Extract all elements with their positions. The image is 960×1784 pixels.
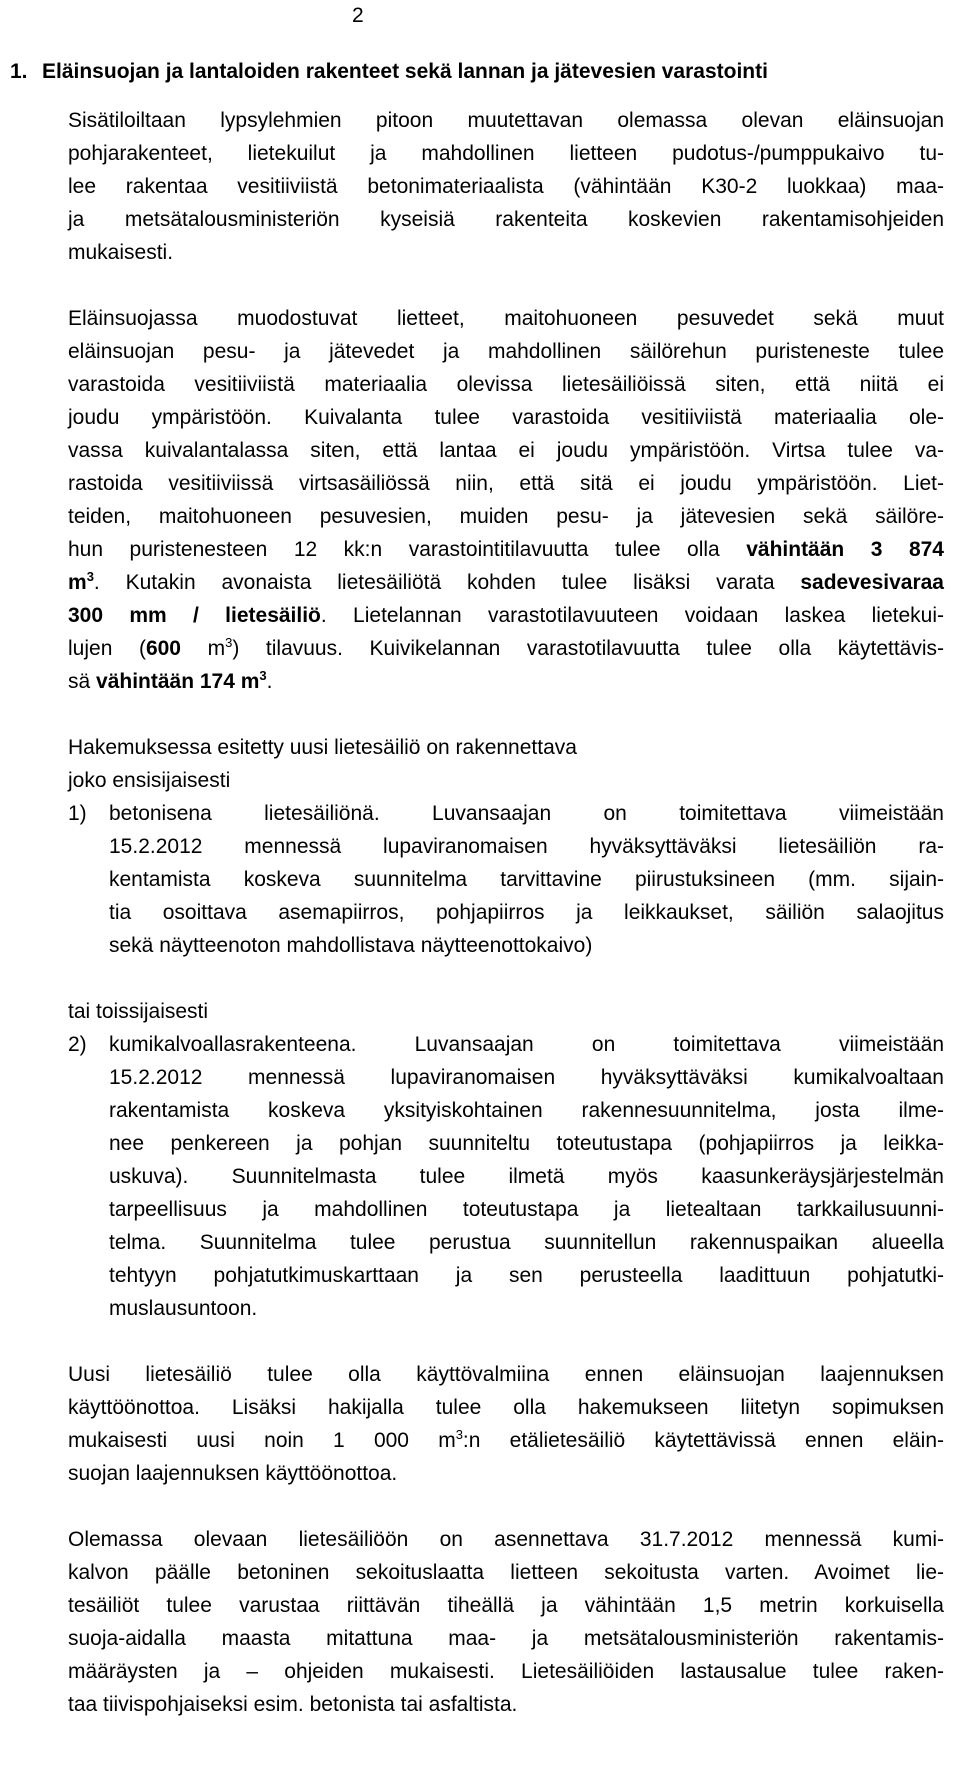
text-line: tesäiliöt tulee varustaa riittävän tiheällä ja vähintään 1,5 metrin korkuisella	[68, 1594, 944, 1617]
text-line: uskuva). Suunnitelmasta tulee ilmetä myös kaasunkeräysjärjestelmän	[109, 1165, 944, 1188]
text-line: Hakemuksessa esitetty uusi lietesäiliö on rakennettava	[68, 736, 577, 759]
text-line: 15.2.2012 mennessä lupaviranomaisen hyväksyttäväksi lietesäiliön ra-	[109, 835, 944, 858]
text-line: lujen (600 $m^3$) tilavuus. Kuivikelannan varastotilavuutta tulee olla käytettävis-	[68, 635, 945, 660]
list-item-option-2	[68, 1028, 944, 1325]
text-line: tai toissijaisesti	[68, 1000, 209, 1023]
text-line: rastoida vesitiiviissä virtsasäiliössä niin, että sitä ei joudu ympäristöön. Liet-	[68, 472, 944, 495]
text-line: nee penkereen ja pohjan suunniteltu toteutustapa (pohjapiirros ja leikka-	[109, 1132, 944, 1155]
text-line: varastoida vesitiiviistä materiaalia olevissa lietesäiliöissä siten, että niitä ei	[68, 373, 944, 396]
paragraph-foundations	[68, 104, 944, 269]
text-line: mukaisesti uusi noin 1 000 $m^3:n$ etälietesäiliö käytettävissä ennen eläin-	[68, 1427, 944, 1452]
text-line: tehtyyn pohjatutkimuskarttaan ja sen perusteella laadittuun pohjatutki-	[109, 1264, 944, 1287]
text-line: mukaisesti.	[68, 241, 174, 264]
text-line: käyttöönottoa. Lisäksi hakijalla tulee olla hakemukseen liitetyn sopimuksen	[68, 1396, 944, 1419]
list-marker: 1)	[68, 802, 87, 825]
text-line: kalvon päälle betoninen sekoituslaatta lietteen sekoitusta varten. Avoimet lie-	[68, 1561, 944, 1584]
text-line: sekä näytteenoton mahdollistava näytteenottokaivo)	[109, 934, 593, 957]
paragraph-storage	[68, 302, 944, 698]
text-line: betonisena lietesäiliönä. Luvansaajan on toimitettava viimeistään	[109, 802, 944, 825]
text-line: tia osoittava asemapiirros, pohjapiirros ja leikkaukset, säiliön salaojitus	[109, 901, 944, 924]
text-line: Eläinsuojassa muodostuvat lietteet, maitohuoneen pesuvedet sekä muut	[68, 307, 944, 330]
text-line: 300 mm / lietesäiliö. Lietelannan varastotilavuuteen voidaan laskea lietekui-	[68, 604, 944, 627]
text-line: pohjarakenteet, lietekuilut ja mahdollinen lietteen pudotus-/pumppukaivo tu-	[68, 142, 944, 165]
rain-reserve: sadevesivaraa	[800, 571, 944, 594]
text-line: joko ensisijaisesti	[68, 769, 231, 792]
text-line: lee rakentaa vesitiiviistä betonimateriaalista (vähintään K30-2 luokkaa) maa-	[68, 175, 944, 198]
text-line: $m^3$. Kutakin avonaista lietesäiliötä kohden tulee lisäksi varata sadevesivaraa	[68, 569, 944, 594]
required-volume: vähintään 3 874	[746, 538, 944, 561]
section-number: 1.	[10, 60, 28, 83]
page-number: 2	[352, 4, 364, 27]
document-body	[68, 104, 944, 1721]
section-heading	[10, 60, 940, 84]
text-line: muslausuntoon.	[109, 1297, 258, 1320]
paragraph-readiness	[68, 1358, 944, 1490]
text-line: Uusi lietesäiliö tulee olla käyttövalmiina ennen eläinsuojan laajennuksen	[68, 1363, 944, 1386]
text-line: Olemassa olevaan lietesäiliöön on asennettava 31.7.2012 mennessä kumi-	[68, 1528, 944, 1551]
text-line: teiden, maitohuoneen pesuvesien, muiden pesu- ja jätevesien sekä säilöre-	[68, 505, 944, 528]
text-line: eläinsuojan pesu- ja jätevedet ja mahdollinen säilörehun puristeneste tulee	[68, 340, 944, 363]
section-title: Eläinsuojan ja lantaloiden rakenteet sekä lannan ja jätevesien varastointi	[42, 60, 768, 83]
text-line: kumikalvoallasrakenteena. Luvansaajan on toimitettava viimeistään	[109, 1033, 944, 1056]
text-line: kentamista koskeva suunnitelma tarvittavine piirustuksineen (mm. sijain-	[109, 868, 944, 891]
text-line: hun puristenesteen 12 kk:n varastointitilavuutta tulee olla vähintään 3 874	[68, 538, 944, 561]
text-line: suojan laajennuksen käyttöönottoa.	[68, 1462, 398, 1485]
text-line: telma. Suunnitelma tulee perustua suunnitellun rakennuspaikan alueella	[109, 1231, 944, 1254]
paragraph-existing-tank	[68, 1523, 944, 1721]
text-line: 15.2.2012 mennessä lupaviranomaisen hyväksyttäväksi kumikalvoaltaan	[109, 1066, 944, 1089]
text-line: tarpeellisuus ja mahdollinen toteutustapa ja lietealtaan tarkkailusuunni-	[109, 1198, 944, 1221]
text-line: Sisätiloiltaan lypsylehmien pitoon muutettavan olemassa olevan eläinsuojan	[68, 109, 944, 132]
paragraph-new-tank	[68, 731, 944, 797]
list-marker: 2)	[68, 1033, 87, 1056]
text-line: suoja-aidalla maasta mitattuna maa- ja metsätalousministeriön rakentamis-	[68, 1627, 944, 1650]
text-line: ja metsätalousministeriön kyseisiä rakenteita koskevien rakentamisohjeiden	[68, 208, 944, 231]
text-line: taa tiivispohjaiseksi esim. betonista tai asfaltista.	[68, 1693, 518, 1716]
text-line: vassa kuivalantalassa siten, että lantaa ei joudu ympäristöön. Virtsa tulee va-	[68, 439, 944, 462]
text-line: sä vähintään 174 $m^3$.	[68, 668, 273, 693]
text-line: joudu ympäristöön. Kuivalanta tulee varastoida vesitiiviistä materiaalia ole-	[68, 406, 944, 429]
list-item-option-1	[68, 797, 944, 962]
text-line: rakentamista koskeva yksityiskohtainen rakennesuunnitelma, josta ilme-	[109, 1099, 944, 1122]
text-line: määräysten ja – ohjeiden mukaisesti. Lietesäiliöiden lastausalue tulee raken-	[68, 1660, 944, 1683]
